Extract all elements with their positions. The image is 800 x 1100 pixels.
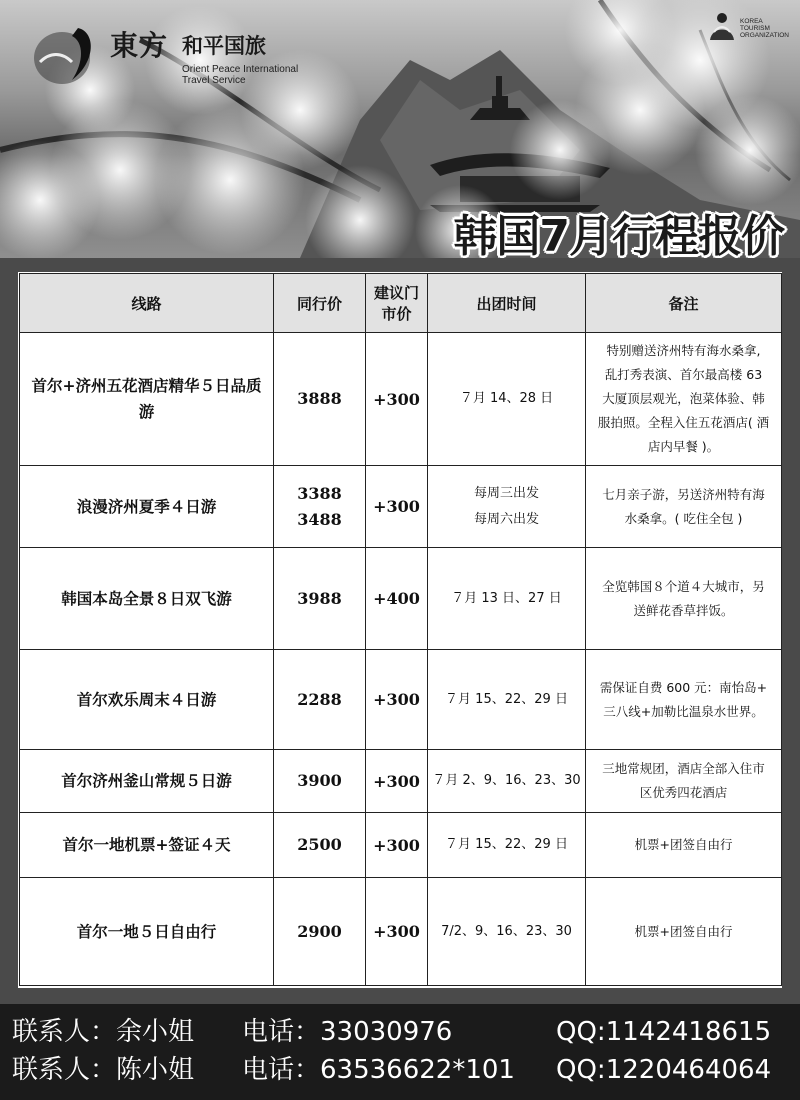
- departure-cell: ７月 14、28 日: [428, 333, 586, 466]
- trade-price-cell: 3900: [274, 750, 366, 813]
- suggested-price-cell: +300: [366, 750, 428, 813]
- route-line: 游: [138, 402, 155, 421]
- route-cell: 韩国本岛全景８日双飞游: [20, 548, 274, 650]
- trade-price-cell: 2288: [274, 650, 366, 750]
- remark-line: 区优秀四花酒店: [639, 785, 728, 800]
- route-cell: 首尔一地机票+签证４天: [20, 813, 274, 878]
- remark-line: 特别赠送济州特有海水桑拿,: [606, 343, 761, 358]
- remark-line: 水桑拿。( 吃住全包 ): [624, 510, 743, 526]
- table-row: [20, 333, 782, 466]
- departure-cell: [428, 466, 586, 548]
- column-header-suggested-price: [366, 274, 428, 333]
- logo-emblem-icon: [32, 22, 102, 88]
- contact-name: 联系人：余小姐: [12, 1017, 195, 1047]
- brand-english-name: [182, 64, 298, 86]
- kto-line: ORGANIZATION: [740, 32, 789, 39]
- table-row: [20, 878, 782, 986]
- column-header-remarks: 备注: [586, 274, 782, 333]
- contact-name: 联系人：陈小姐: [12, 1055, 195, 1085]
- departure-cell: ７月 13 日、27 日: [428, 548, 586, 650]
- suggested-price-cell: +300: [366, 813, 428, 878]
- remark-cell: 机票+团签自由行: [586, 813, 782, 878]
- kto-text: [740, 18, 789, 39]
- suggested-price-cell: +300: [366, 878, 428, 986]
- remark-cell: [586, 650, 782, 750]
- remark-line: 七月亲子游，另送济州特有海: [602, 486, 765, 502]
- contact-qq: QQ:1220464064: [556, 1055, 772, 1085]
- departure-cell: ７月 15、22、29 日: [428, 813, 586, 878]
- price-line: 3388: [297, 483, 342, 503]
- route-cell: 首尔一地５日自由行: [20, 878, 274, 986]
- contact-phone: 电话：63536622*101: [242, 1055, 515, 1085]
- remark-line: 送鲜花香草拌饭。: [633, 602, 734, 618]
- remark-line: 三八线+加勒比温泉水世界。: [603, 703, 764, 719]
- table-row: [20, 650, 782, 750]
- contact-qq: QQ:1142418615: [556, 1017, 772, 1047]
- departure-line: 每周六出发: [473, 511, 539, 527]
- header-line: 市价: [381, 305, 412, 323]
- company-logo: [32, 20, 312, 90]
- suggested-price-cell: +300: [366, 650, 428, 750]
- remark-line: 乱打秀表演、首尔最高楼 63: [604, 367, 763, 382]
- logo-chinese-text: 東方: [110, 29, 169, 62]
- remark-cell: [586, 750, 782, 813]
- table-row: [20, 750, 782, 813]
- remark-cell: [586, 466, 782, 548]
- remark-cell: [586, 333, 782, 466]
- header-banner: [0, 0, 800, 258]
- suggested-price-cell: +300: [366, 333, 428, 466]
- trade-price-cell: 2900: [274, 878, 366, 986]
- header-line: 建议门: [373, 284, 419, 302]
- price-table: [19, 273, 782, 986]
- contact-phone: 电话：33030976: [242, 1017, 453, 1047]
- departure-cell: 7/2、9、16、23、30: [428, 878, 586, 986]
- page-title: 韩国7月行程报价: [453, 211, 784, 258]
- route-cell: 首尔济州釜山常规５日游: [20, 750, 274, 813]
- table-row: [20, 813, 782, 878]
- trade-price-cell: 3888: [274, 333, 366, 466]
- korea-tourism-logo: [704, 8, 794, 52]
- column-header-route: 线路: [20, 274, 274, 333]
- kto-line: KOREA: [740, 18, 763, 25]
- column-header-trade-price: 同行价: [274, 274, 366, 333]
- price-table-panel: [18, 272, 782, 988]
- route-cell: 浪漫济州夏季４日游: [20, 466, 274, 548]
- table-row: [20, 548, 782, 650]
- remark-line: 大厦顶层观光，泡菜体验、韩: [602, 391, 765, 406]
- column-header-departure: 出团时间: [428, 274, 586, 333]
- brand-english-line: Travel Service: [182, 75, 246, 86]
- route-cell: 首尔欢乐周末４日游: [20, 650, 274, 750]
- remark-cell: [586, 548, 782, 650]
- remark-line: 三地常规团，酒店全部入住市: [602, 761, 765, 776]
- departure-cell: ７月 15、22、29 日: [428, 650, 586, 750]
- table-header-row: [20, 274, 782, 333]
- remark-line: 需保证自费 600 元：南怡岛+: [599, 679, 768, 695]
- remark-cell: 机票+团签自由行: [586, 878, 782, 986]
- brand-name: 和平国旅: [182, 34, 266, 58]
- departure-line: 每周三出发: [473, 485, 539, 501]
- remark-line: 服拍照。全程入住五花酒店( 酒: [597, 415, 770, 430]
- remark-line: 全览韩国８个道４大城市，另: [602, 578, 765, 594]
- price-table-frame: [0, 258, 800, 1004]
- departure-cell: ７月 2、9、16、23、30: [428, 750, 586, 813]
- table-row: [20, 466, 782, 548]
- remark-line: 店内早餐 )。: [647, 439, 720, 454]
- price-line: 3488: [297, 509, 342, 529]
- brand-english-line: Orient Peace International: [182, 64, 299, 75]
- route-cell: [20, 333, 274, 466]
- kto-line: TOURISM: [740, 25, 770, 32]
- trade-price-cell: 3988: [274, 548, 366, 650]
- trade-price-cell: [274, 466, 366, 548]
- trade-price-cell: 2500: [274, 813, 366, 878]
- suggested-price-cell: +300: [366, 466, 428, 548]
- kto-emblem-icon: [706, 10, 738, 44]
- contact-footer: [0, 1004, 800, 1100]
- route-line: 首尔+济州五花酒店精华５日品质: [31, 376, 262, 395]
- suggested-price-cell: +400: [366, 548, 428, 650]
